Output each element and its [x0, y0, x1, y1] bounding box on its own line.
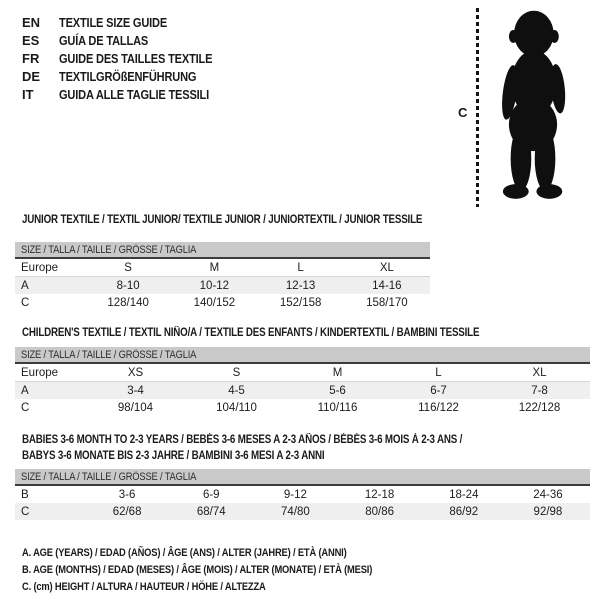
height-cell: 158/170 — [366, 296, 408, 309]
age-cell: 6-7 — [430, 384, 447, 397]
table-row — [15, 364, 590, 382]
children-size-table — [15, 347, 590, 416]
age-cell: 12-18 — [364, 488, 395, 501]
row-label: C — [21, 505, 30, 518]
size-cell: XS — [127, 366, 144, 379]
size-cell: M — [332, 366, 343, 379]
height-cell: 128/140 — [107, 296, 149, 309]
height-cell: 116/122 — [418, 401, 459, 414]
footnote-b: B. AGE (MONTHS) / EDAD (MESES) / ÂGE (MOIS) / ALTER (MONATE) / ETÀ (MESI) — [22, 563, 373, 576]
row-label: Europe — [21, 261, 59, 274]
footnote-a: A. AGE (YEARS) / EDAD (AÑOS) / ÂGE (ANS) / ALTER (JAHRE) / ETÀ (ANNI) — [22, 546, 347, 559]
toddler-silhouette-icon — [490, 8, 576, 208]
footnote-c: C. (cm) HEIGHT / ALTURA / HAUTEUR / HÖHE / ALTEZZA — [22, 580, 266, 593]
age-cell: 8-10 — [116, 279, 140, 292]
size-header-bar: SIZE / TALLA / TAILLE / GRÖSSE / TAGLIA — [15, 242, 430, 259]
size-cell: S — [124, 261, 132, 274]
size-cell: L — [435, 366, 442, 379]
age-cell: 3-4 — [127, 384, 144, 397]
height-cell: 104/110 — [216, 401, 257, 414]
size-cell: L — [297, 261, 304, 274]
size-cell: M — [209, 261, 220, 274]
row-label: C — [21, 401, 30, 414]
height-cell: 62/68 — [112, 505, 142, 518]
list-item — [22, 13, 239, 31]
age-cell: 6-9 — [202, 488, 220, 501]
guide-title: GUIDA ALLE TAGLIE TESSILI — [59, 86, 210, 102]
list-item — [22, 85, 239, 103]
list-item — [22, 31, 239, 49]
row-label: Europe — [21, 366, 59, 379]
guide-title: GUIDE DES TAILLES TEXTILE — [59, 50, 213, 66]
age-cell: 10-12 — [199, 279, 230, 292]
height-cell: 86/92 — [449, 505, 479, 518]
height-measure-dashed-line — [476, 8, 479, 207]
junior-size-table — [15, 242, 430, 311]
height-cell: 122/128 — [518, 401, 561, 414]
footnote-legend — [22, 544, 434, 595]
language-code: FR — [22, 50, 40, 66]
table-row — [15, 259, 430, 277]
age-cell: 7-8 — [531, 384, 548, 397]
language-code: EN — [22, 14, 41, 30]
age-cell: 24-36 — [533, 488, 563, 501]
height-cell: 140/152 — [193, 296, 236, 309]
language-code: DE — [22, 68, 41, 84]
row-label: A — [21, 384, 29, 397]
age-cell: 4-5 — [228, 384, 245, 397]
age-cell: 18-24 — [449, 488, 479, 501]
list-item — [22, 67, 239, 85]
height-cell: 110/116 — [317, 401, 358, 414]
height-cell: 80/86 — [365, 505, 394, 518]
age-cell: 3-6 — [118, 488, 136, 501]
height-cell: 98/104 — [117, 401, 154, 414]
size-header-bar: SIZE / TALLA / TAILLE / GRÖSSE / TAGLIA — [15, 469, 590, 486]
row-label: A — [21, 279, 29, 292]
height-cell: 152/158 — [279, 296, 322, 309]
row-label: C — [21, 296, 30, 309]
table-row — [15, 277, 430, 294]
table-row — [15, 486, 590, 503]
size-header-bar: SIZE / TALLA / TAILLE / GRÖSSE / TAGLIA — [15, 347, 590, 364]
age-cell: 12-13 — [285, 279, 316, 292]
table-row — [15, 294, 430, 311]
language-title-list — [22, 13, 239, 103]
age-cell: 14-16 — [372, 279, 402, 292]
language-code: IT — [22, 86, 34, 102]
height-measure-label: C — [458, 105, 468, 120]
age-cell: 9-12 — [283, 488, 307, 501]
babies-section-title: BABIES 3-6 MONTH TO 2-3 YEARS / BEBÉS 3-6 MESES A 2-3 AÑOS / BÉBÉS 3-6 MOIS À 2-3 ANS / BABYS 3-6 MONATE BIS 2-3 JAHRE / BAMBINI 3-6 MESI A 2-3 ANNI — [22, 434, 463, 462]
height-cell: 92/98 — [533, 505, 563, 518]
babies-size-table — [15, 469, 590, 520]
age-cell: 5-6 — [329, 384, 346, 397]
guide-title: TEXTILGRÖßENFÜHRUNG — [59, 68, 197, 84]
list-item — [22, 49, 239, 67]
table-row — [15, 382, 590, 399]
table-row — [15, 503, 590, 520]
height-cell: 68/74 — [196, 505, 226, 518]
children-section-title: CHILDREN'S TEXTILE / TEXTIL NIÑO/A / TEXTILE DES ENFANTS / KINDERTEXTIL / BAMBINI TESSILE — [22, 327, 480, 339]
size-cell: XL — [379, 261, 394, 274]
size-cell: S — [232, 366, 241, 379]
guide-title: GUÍA DE TALLAS — [59, 32, 149, 48]
row-label: B — [21, 488, 29, 501]
table-row — [15, 399, 590, 416]
size-cell: XL — [532, 366, 547, 379]
language-code: ES — [22, 32, 40, 48]
guide-title: TEXTILE SIZE GUIDE — [59, 14, 168, 30]
height-cell: 74/80 — [281, 505, 310, 518]
junior-section-title: JUNIOR TEXTILE / TEXTIL JUNIOR/ TEXTILE JUNIOR / JUNIORTEXTIL / JUNIOR TESSILE — [22, 214, 423, 226]
